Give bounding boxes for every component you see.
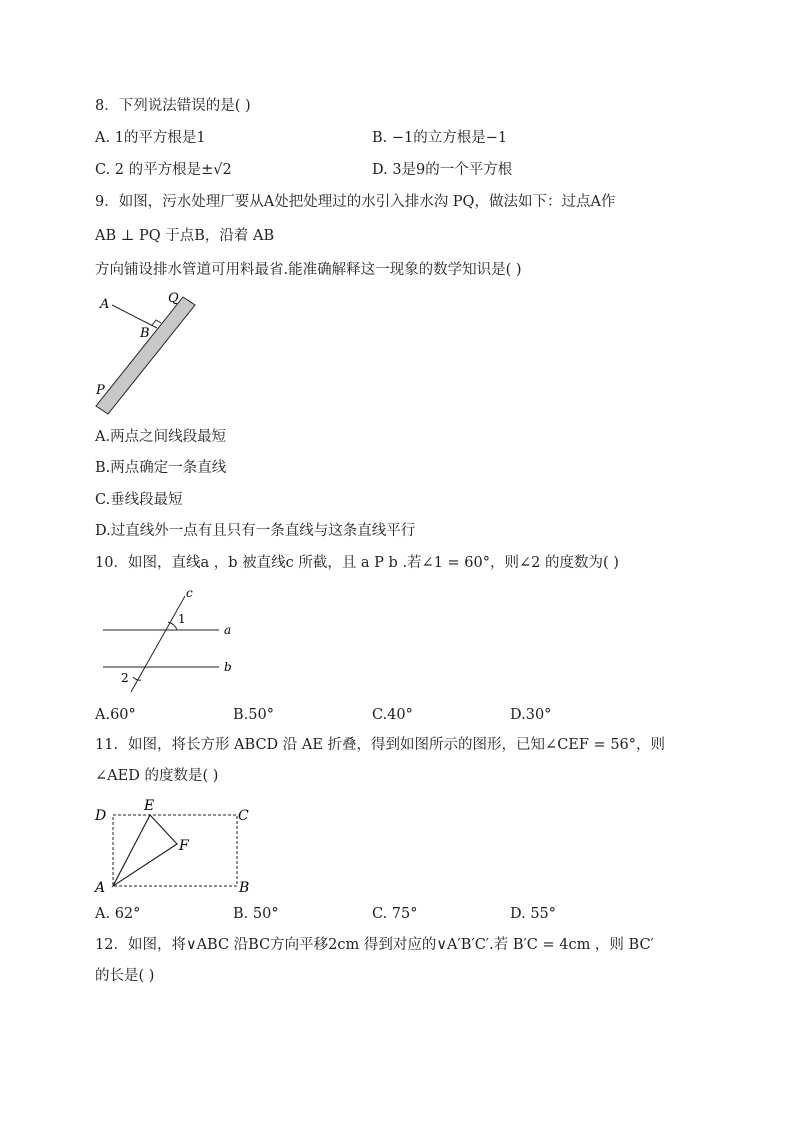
segment-ab (112, 305, 157, 328)
label-b: b (224, 660, 232, 674)
q10-option-d: D.30° (510, 707, 552, 723)
q9-stem-line2: AB ⊥ PQ 于点B，沿着 AB (95, 228, 275, 244)
q10-stem: 10．如图，直线a ，b 被直线c 所截，且 a P b .若∠1 = 60°，则∠2 的度数为( ) (95, 555, 619, 571)
q10-option-a: A.60° (95, 707, 136, 723)
q11-option-b: B. 50° (233, 906, 279, 922)
label-A: A (95, 880, 106, 896)
q12-stem-line2: 的长是( ) (95, 968, 155, 984)
label-D: D (95, 808, 107, 824)
q12-stem-line1: 12．如图，将∨ABC 沿BC方向平移2cm 得到对应的∨A′B′C′.若 B′C = 4cm ，则 BC′ (95, 937, 654, 953)
label-angle-1: 1 (178, 612, 186, 626)
label-F: F (179, 838, 189, 854)
q11-figure (92, 795, 267, 900)
q11-stem-line1: 11．如图，将长方形 ABCD 沿 AE 折叠，得到如图所示的图形，已知∠CEF = 56°，则 (95, 737, 666, 753)
q10-option-b: B.50° (233, 707, 274, 723)
label-Q: Q (168, 291, 179, 306)
q9-option-a: A.两点之间线段最短 (95, 429, 227, 445)
q9-figure (90, 288, 210, 418)
label-c: c (186, 586, 193, 600)
q11-option-c: C. 75° (372, 906, 418, 922)
folded-triangle-aef (113, 815, 177, 886)
label-a: a (224, 623, 232, 637)
label-B: B (239, 880, 250, 896)
label-E: E (144, 798, 155, 814)
q11-stem-line2: ∠AED 的度数是( ) (95, 768, 219, 784)
q9-option-d: D.过直线外一点有且只有一条直线与这条直线平行 (95, 523, 416, 539)
q11-option-d: D. 55° (510, 906, 557, 922)
label-A: A (100, 297, 110, 312)
label-C: C (238, 808, 249, 824)
q8-option-a: A. 1的平方根是1 (95, 130, 206, 146)
label-B: B (140, 326, 150, 341)
q9-stem-line3: 方向铺设排水管道可用料最省.能准确解释这一现象的数学知识是( ) (95, 262, 522, 278)
q10-figure (95, 585, 245, 700)
label-P: P (96, 383, 105, 398)
q8-stem: 8．下列说法错误的是( ) (95, 98, 251, 114)
q9-option-b: B.两点确定一条直线 (95, 460, 227, 476)
drainage-ditch-pq (96, 297, 195, 414)
q9-stem-line1: 9．如图，污水处理厂要从A处把处理过的水引入排水沟 PQ，做法如下：过点A作 (95, 194, 616, 210)
line-c (131, 596, 185, 692)
q11-option-a: A. 62° (95, 906, 141, 922)
q9-option-c: C.垂线段最短 (95, 492, 183, 508)
q8-option-d: D. 3是9的一个平方根 (372, 162, 513, 178)
angle-2-arc (133, 677, 141, 680)
label-angle-2: 2 (121, 671, 129, 685)
q8-option-b: B. −1的立方根是−1 (372, 130, 508, 146)
right-angle-mark (152, 320, 161, 325)
q10-option-c: C.40° (372, 707, 413, 723)
q8-option-c: C. 2 的平方根是±√2 (95, 162, 232, 178)
